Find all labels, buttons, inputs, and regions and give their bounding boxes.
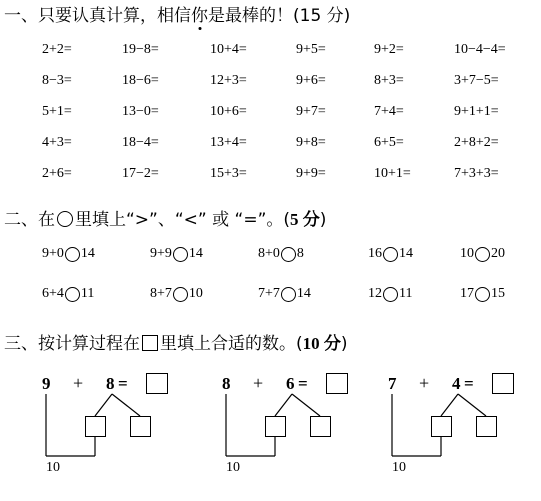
section1-title-pre: 一、只要认真计算，相信 bbox=[4, 6, 191, 26]
addend-a: 7 bbox=[388, 374, 397, 393]
equals-sign: = bbox=[118, 374, 128, 393]
equation-item: 12+3= bbox=[210, 73, 247, 88]
answer-circle[interactable] bbox=[383, 247, 398, 262]
equals-sign: = bbox=[298, 374, 308, 393]
section1-title-post: 是最棒的！(15 分) bbox=[208, 6, 351, 26]
section2-title-post: 里填上“>”、“<” 或 “=”。( bbox=[75, 210, 291, 230]
equation-item: 19−8= bbox=[122, 42, 159, 57]
equation-item: 10+4= bbox=[210, 42, 247, 57]
addend-a: 9 bbox=[42, 374, 51, 393]
equation-item: 7+3+3= bbox=[454, 166, 499, 181]
section3-title-pre: 三、按计算过程在 bbox=[4, 334, 140, 354]
equation-item: 10+1= bbox=[374, 166, 411, 181]
section2-score: 5 分 bbox=[290, 210, 320, 229]
equation-item: 2+8+2= bbox=[454, 135, 499, 150]
equation-item: 8−3= bbox=[42, 73, 72, 88]
equation-item: 9+5= bbox=[296, 42, 326, 57]
comparison-left: 9+0 bbox=[42, 246, 64, 261]
comparison-left: 17 bbox=[460, 286, 474, 301]
answer-circle[interactable] bbox=[475, 287, 490, 302]
comparison-left: 6+4 bbox=[42, 286, 64, 301]
circle-icon bbox=[57, 211, 73, 227]
comparison-left: 16 bbox=[368, 246, 382, 261]
comparison-right: 11 bbox=[399, 286, 413, 301]
split-box-right[interactable] bbox=[476, 416, 497, 437]
equation-item: 10−4−4= bbox=[454, 42, 506, 57]
equation-item: 5+1= bbox=[42, 104, 72, 119]
comparison-right: 11 bbox=[80, 286, 95, 301]
split-box-right[interactable] bbox=[130, 416, 151, 437]
equation-item: 13−0= bbox=[122, 104, 159, 119]
comparison-item bbox=[258, 286, 311, 302]
comparison-item bbox=[460, 286, 505, 302]
square-icon bbox=[142, 335, 158, 351]
equation-item: 7+4= bbox=[374, 104, 404, 119]
section3-title-post: 里填上合适的数。( bbox=[160, 334, 303, 354]
split-box-left[interactable] bbox=[85, 416, 106, 437]
equation-item: 9+8= bbox=[296, 135, 326, 150]
addend-b: 6 bbox=[286, 374, 295, 393]
equals-sign: = bbox=[464, 374, 474, 393]
comparison-item bbox=[368, 246, 413, 262]
comparison-item bbox=[150, 246, 203, 262]
comparison-right: 10 bbox=[188, 286, 203, 301]
make-ten-label: 10 bbox=[392, 460, 406, 475]
equation-item: 3+7−5= bbox=[454, 73, 499, 88]
comparison-left: 8+7 bbox=[150, 286, 172, 301]
addend-b: 4 bbox=[452, 374, 461, 393]
comparison-item bbox=[42, 246, 95, 262]
answer-box[interactable] bbox=[492, 373, 514, 394]
breakdown-problem bbox=[386, 372, 526, 482]
equation-item: 17−2= bbox=[122, 166, 159, 181]
equation-item: 9+9= bbox=[296, 166, 326, 181]
split-box-left[interactable] bbox=[431, 416, 452, 437]
equation-item: 4+3= bbox=[42, 135, 72, 150]
comparison-left: 9+9 bbox=[150, 246, 172, 261]
equation-item: 9+2= bbox=[374, 42, 404, 57]
answer-box[interactable] bbox=[146, 373, 168, 394]
answer-circle[interactable] bbox=[65, 247, 80, 262]
comparison-left: 10 bbox=[460, 246, 474, 261]
answer-circle[interactable] bbox=[173, 247, 188, 262]
answer-box[interactable] bbox=[326, 373, 348, 394]
comparison-item bbox=[150, 286, 203, 302]
section1-title bbox=[4, 1, 350, 26]
comparison-right: 15 bbox=[491, 286, 505, 301]
comparison-left: 12 bbox=[368, 286, 382, 301]
section3-score: 10 分 bbox=[302, 334, 341, 353]
equation-item: 6+5= bbox=[374, 135, 404, 150]
make-ten-label: 10 bbox=[226, 460, 240, 475]
equation-item: 10+6= bbox=[210, 104, 247, 119]
comparison-left: 8+0 bbox=[258, 246, 280, 261]
answer-circle[interactable] bbox=[65, 287, 80, 302]
answer-circle[interactable] bbox=[281, 247, 296, 262]
equation-item: 2+6= bbox=[42, 166, 72, 181]
breakdown-problem bbox=[220, 372, 360, 482]
comparison-right: 14 bbox=[188, 246, 203, 261]
equation-item: 9+6= bbox=[296, 73, 326, 88]
plus-sign: + bbox=[419, 373, 430, 393]
section2-title-end: ) bbox=[319, 210, 327, 230]
answer-circle[interactable] bbox=[281, 287, 296, 302]
equation-item: 18−6= bbox=[122, 73, 159, 88]
section3-title-end: ) bbox=[340, 334, 348, 354]
comparison-item bbox=[460, 246, 505, 262]
equation-item: 2+2= bbox=[42, 42, 72, 57]
answer-circle[interactable] bbox=[383, 287, 398, 302]
comparison-right: 14 bbox=[296, 286, 311, 301]
comparison-right: 20 bbox=[491, 246, 505, 261]
equation-item: 9+1+1= bbox=[454, 104, 499, 119]
split-box-right[interactable] bbox=[310, 416, 331, 437]
make-ten-label: 10 bbox=[46, 460, 60, 475]
comparison-left: 7+7 bbox=[258, 286, 280, 301]
addend-a: 8 bbox=[222, 374, 231, 393]
comparison-item bbox=[258, 246, 304, 262]
section2-title-pre: 二、在 bbox=[4, 210, 55, 230]
equation-item: 8+3= bbox=[374, 73, 404, 88]
comparison-item bbox=[42, 286, 94, 302]
equation-item: 18−4= bbox=[122, 135, 159, 150]
comparison-right: 8 bbox=[296, 246, 304, 261]
addend-b: 8 bbox=[106, 374, 115, 393]
section1-title-dotted-char: 你 bbox=[191, 6, 208, 26]
comparison-right: 14 bbox=[80, 246, 95, 261]
section2-title bbox=[4, 205, 326, 230]
plus-sign: + bbox=[253, 373, 264, 393]
breakdown-problem bbox=[40, 372, 180, 482]
answer-circle[interactable] bbox=[475, 247, 490, 262]
equation-item: 9+7= bbox=[296, 104, 326, 119]
answer-circle[interactable] bbox=[173, 287, 188, 302]
comparison-item bbox=[368, 286, 412, 302]
plus-sign: + bbox=[73, 373, 84, 393]
split-box-left[interactable] bbox=[265, 416, 286, 437]
equation-item: 15+3= bbox=[210, 166, 247, 181]
equation-item: 13+4= bbox=[210, 135, 247, 150]
comparison-right: 14 bbox=[399, 246, 413, 261]
section3-title bbox=[4, 329, 348, 354]
